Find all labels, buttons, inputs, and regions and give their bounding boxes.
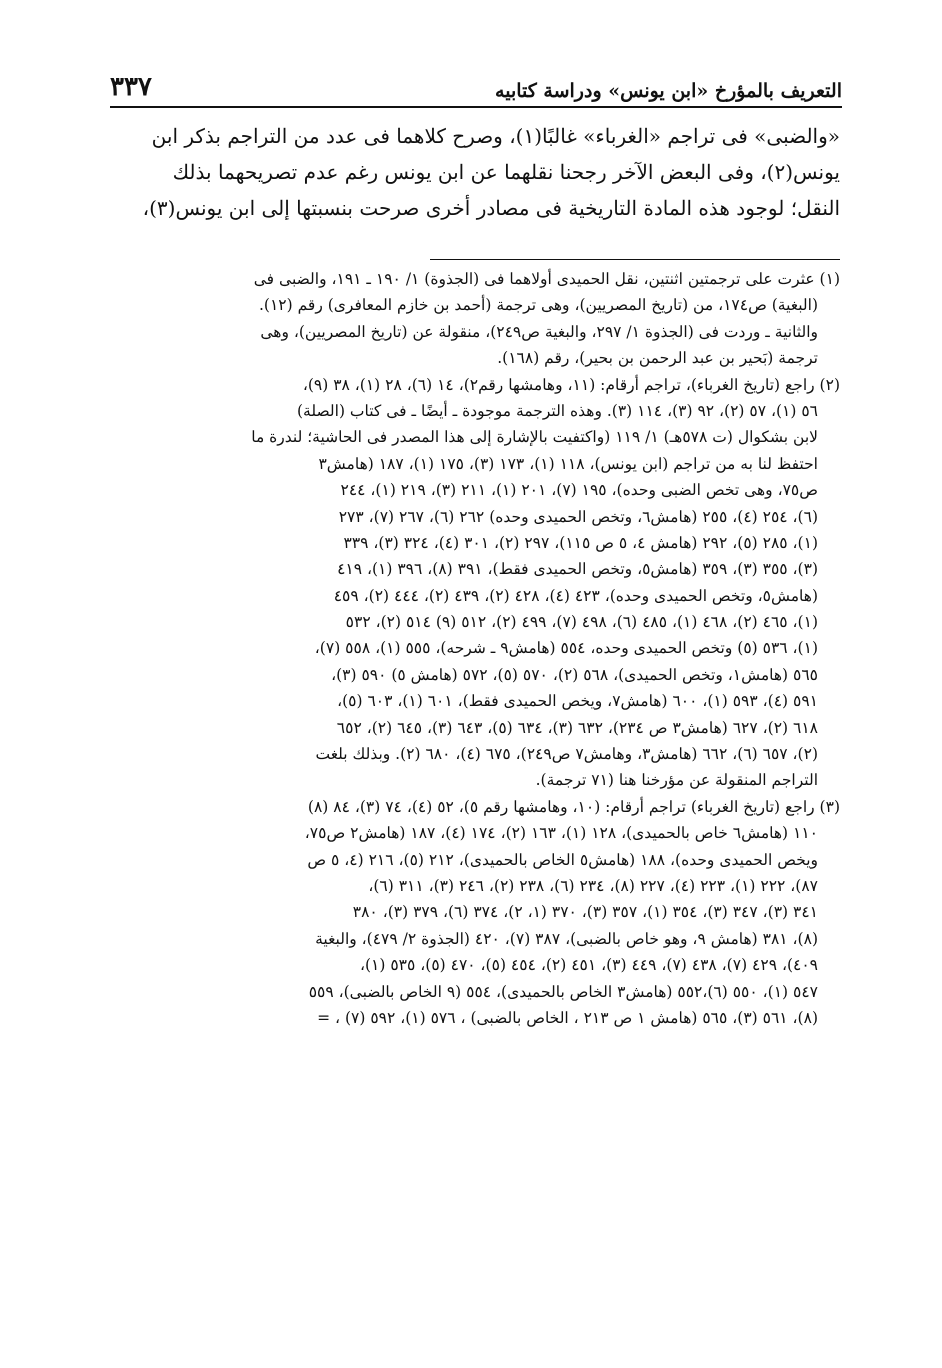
footnote-separator (430, 259, 840, 260)
footnote-line: ٤٠٩)، ٤٢٩ (٧)، ٤٣٨ (٧)، ٤٤٩ (٣)، ٤٥١ (٢)، ٤٥٤ (٥)، ٤٧٠ (٥)، ٥٣٥ (١)، (359, 956, 818, 975)
footnote-line: (٢)، ٦٥٧ (٦)، ٦٦٢ (هامش٣، وهامش٧ ص٢٤٩)، ٦٧٥ (٤)، ٦٨٠ (٢). وبذلك بلغت (315, 745, 818, 764)
footnote-line: (١)، ٢٨٥ (٥)، ٢٩٢ (هامش ٤، ٥ ص ١١٥)، ٢٩٧ (٢)، ٣٠١ (٤)، ٣٢٤ (٣)، ٣٣٩ (343, 533, 818, 552)
footnote-line: ٥٦ (١)، ٥٧ (٢)، ٩٢ (٣)، ١١٤ (٣). وهذه الترجمة موجودة ـ أيضًا ـ فى كتاب (الصلة) (297, 401, 818, 420)
main-text (104, 118, 840, 226)
footnote-2 (104, 372, 840, 794)
footnote-line: ٣٤١ (٣)، ٣٤٧ (٣)، ٣٥٤ (١)، ٣٥٧ (٣)، ٣٧٠ (١، ٢)، ٣٧٤ (٦)، ٣٧٩ (٣)، ٣٨٠ (352, 903, 818, 922)
footnote-line: (١)، ٥٣٦ (٥) وتخص الحميدى وحده، ٥٥٤ (هامش٩ ـ شرحه)، ٥٥٥ (١)، ٥٥٨ (٧)، (314, 639, 818, 658)
footnote-3 (104, 794, 840, 1032)
footnote-line: (هامش٥، وتخص الحميدى وحده)، ٤٢٣ (٤)، ٤٢٨ (٢)، ٤٣٩ (٢)، ٤٤٤ (٢)، ٤٥٩ (333, 586, 818, 605)
footnote-line: (٨)، ٣٨١ (هامش ٩، وهو خاص بالضبى)، ٣٨٧ (٧)، ٤٢٠ (الجذوة ٢/ ٤٧٩)، والبغية (315, 929, 818, 948)
footnote-line: ٥٦٥ (هامش١، وتخص الحميدى)، ٥٦٨ (٢)، ٥٧٠ (٥)، ٥٧٢ (هامش ٥) ٥٩٠ (٣)، (331, 665, 818, 684)
page-header (110, 62, 842, 108)
footnote-line: (٣) راجع (تاريخ الغرباء) تراجم أرقام: (١٠، وهامشها رقم ٥)، ٥٢ (٤)، ٧٤ (٣)، ٨٤ (٨) (307, 797, 840, 816)
footnote-line: (البغية) ص١٧٤، من (تاريخ المصريين)، وهى ترجمة (أحمد بن خازم المعافرى) رقم (١٢). (259, 296, 818, 315)
footnote-line: ٨٧)، ٢٢٢ (١)، ٢٢٣ (٤)، ٢٢٧ (٨)، ٢٣٤ (٦)، ٢٣٨ (٢)، ٢٤٦ (٣)، ٣١١ (٦)، (368, 876, 818, 895)
footnote-line: (٢) راجع (تاريخ الغرباء)، تراجم أرقام: (١١، وهامشها رقم٢)، ١٤ (٦)، ٢٨ (١)، ٣٨ (٩)، (302, 375, 840, 394)
footnote-line: ويخص الحميدى وحده)، ١٨٨ (هامش٥ الخاص بالحميدى)، ٢١٢ (٥)، ٢١٦ (٤، ٥ ص (307, 850, 818, 869)
footnote-line: ترجمة (بَحير بن عبد الرحمن بن بحير)، رقم (١٦٨). (497, 349, 818, 368)
footnote-line: ٥٩١ (٤)، ٥٩٣ (١)، ٦٠٠ (هامش٧، ويخص الحميدى فقط)، ٦٠١ (١)، ٦٠٣ (٥)، (337, 692, 818, 711)
body-line: النقل؛ لوجود هذه المادة التاريخية فى مصادر أخرى صرحت بنسبتها إلى ابن يونس(٣)، (142, 196, 840, 220)
body-line: يونس(٢)، وفى البعض الآخر رجحنا نقلهما عن ابن يونس رغم عدم تصريحهما بذلك (172, 160, 840, 184)
footnotes (104, 266, 840, 1031)
running-title: التعريف بالمؤرخ «ابن يونس» ودراسة كتابيه (495, 80, 842, 102)
footnote-line: (١)، ٤٦٥ (٢)، ٤٦٨ (١)، ٤٨٥ (٦)، ٤٩٨ (٧)، ٤٩٩ (٢)، ٥١٢ (٩) ٥١٤ (٢)، ٥٣٢ (345, 613, 818, 632)
footnote-line: ٦١٨ (٢)، ٦٢٧ (هامش٣ ص ٢٣٤)، ٦٣٢ (٣)، ٦٣٤ (٥)، ٦٤٣ (٣)، ٦٤٥ (٢)، ٦٥٢ (336, 718, 818, 737)
footnote-line: احتفظ لنا به من تراجم (ابن يونس)، ١١٨ (١)، ١٧٣ (٣)، ١٧٥ (١)، ١٨٧ (هامش٣ (318, 454, 818, 473)
footnote-line: (٨)، ٥٦١ (٣)، ٥٦٥ (هامش ١ ص ٢١٣ ، الخاص بالضبى) ، ٥٧٦ (١)، ٥٩٢ (٧) ، = (317, 1008, 818, 1027)
footnote-line: لابن بشكوال (ت ٥٧٨هـ) ١/ ١١٩ (واكتفيت بالإشارة إلى هذا المصدر فى الحاشية؛ لندرة ما (251, 428, 818, 447)
footnote-line: التراجم المنقولة عن مؤرخنا هنا (٧١ ترجمة). (535, 771, 818, 790)
footnote-line: ص٧٥، وهى تخص الضبى وحده)، ١٩٥ (٧)، ٢٠١ (١)، ٢١١ (٣)، ٢١٩ (١)، ٢٤٤ (340, 481, 818, 500)
footnote-line: ٥٤٧ (١)، ٥٥٠ (٦)،٥٥٢ (هامش٣ الخاص بالحميدى)، ٥٥٤ (٩ الخاص بالضبى)، ٥٥٩ (308, 982, 818, 1001)
footnote-line: (٣)، ٣٥٥ (٣)، ٣٥٩ (هامش٥، وتخص الحميدى فقط)، ٣٩١ (٨)، ٣٩٦ (١)، ٤١٩ (337, 560, 818, 579)
footnote-line: ١١٠ (هامش٦ خاص بالحميدى)، ١٢٨ (١)، ١٦٣ (٢)، ١٧٤ (٤)، ١٨٧ (هامش٢ ص٧٥، (304, 824, 818, 843)
footnote-1 (104, 266, 840, 372)
footnote-line: والثانية ـ وردت فى (الجذوة ١/ ٢٩٧، والبغية ص٢٤٩)، منقولة عن (تاريخ المصريين)، وهى (260, 322, 818, 341)
footnote-line: (١) عثرت على ترجمتين اثنتين، نقل الحميدى أولاهما فى (الجذوة) ١/ ١٩٠ ـ ١٩١، والضبى فى (253, 270, 840, 288)
footnote-line: (٦)، ٢٥٤ (٤)، ٢٥٥ (هامش٦، وتخص الحميدى وحده) ٢٦٢ (٦)، ٢٦٧ (٧)، ٢٧٣ (338, 507, 818, 526)
page-number: ٣٣٧ (110, 72, 152, 102)
body-line: «والضبى» فى تراجم «الغرباء» غالبًا(١)، وصرح كلاهما فى عدد من التراجم بذكر ابن (151, 124, 840, 148)
